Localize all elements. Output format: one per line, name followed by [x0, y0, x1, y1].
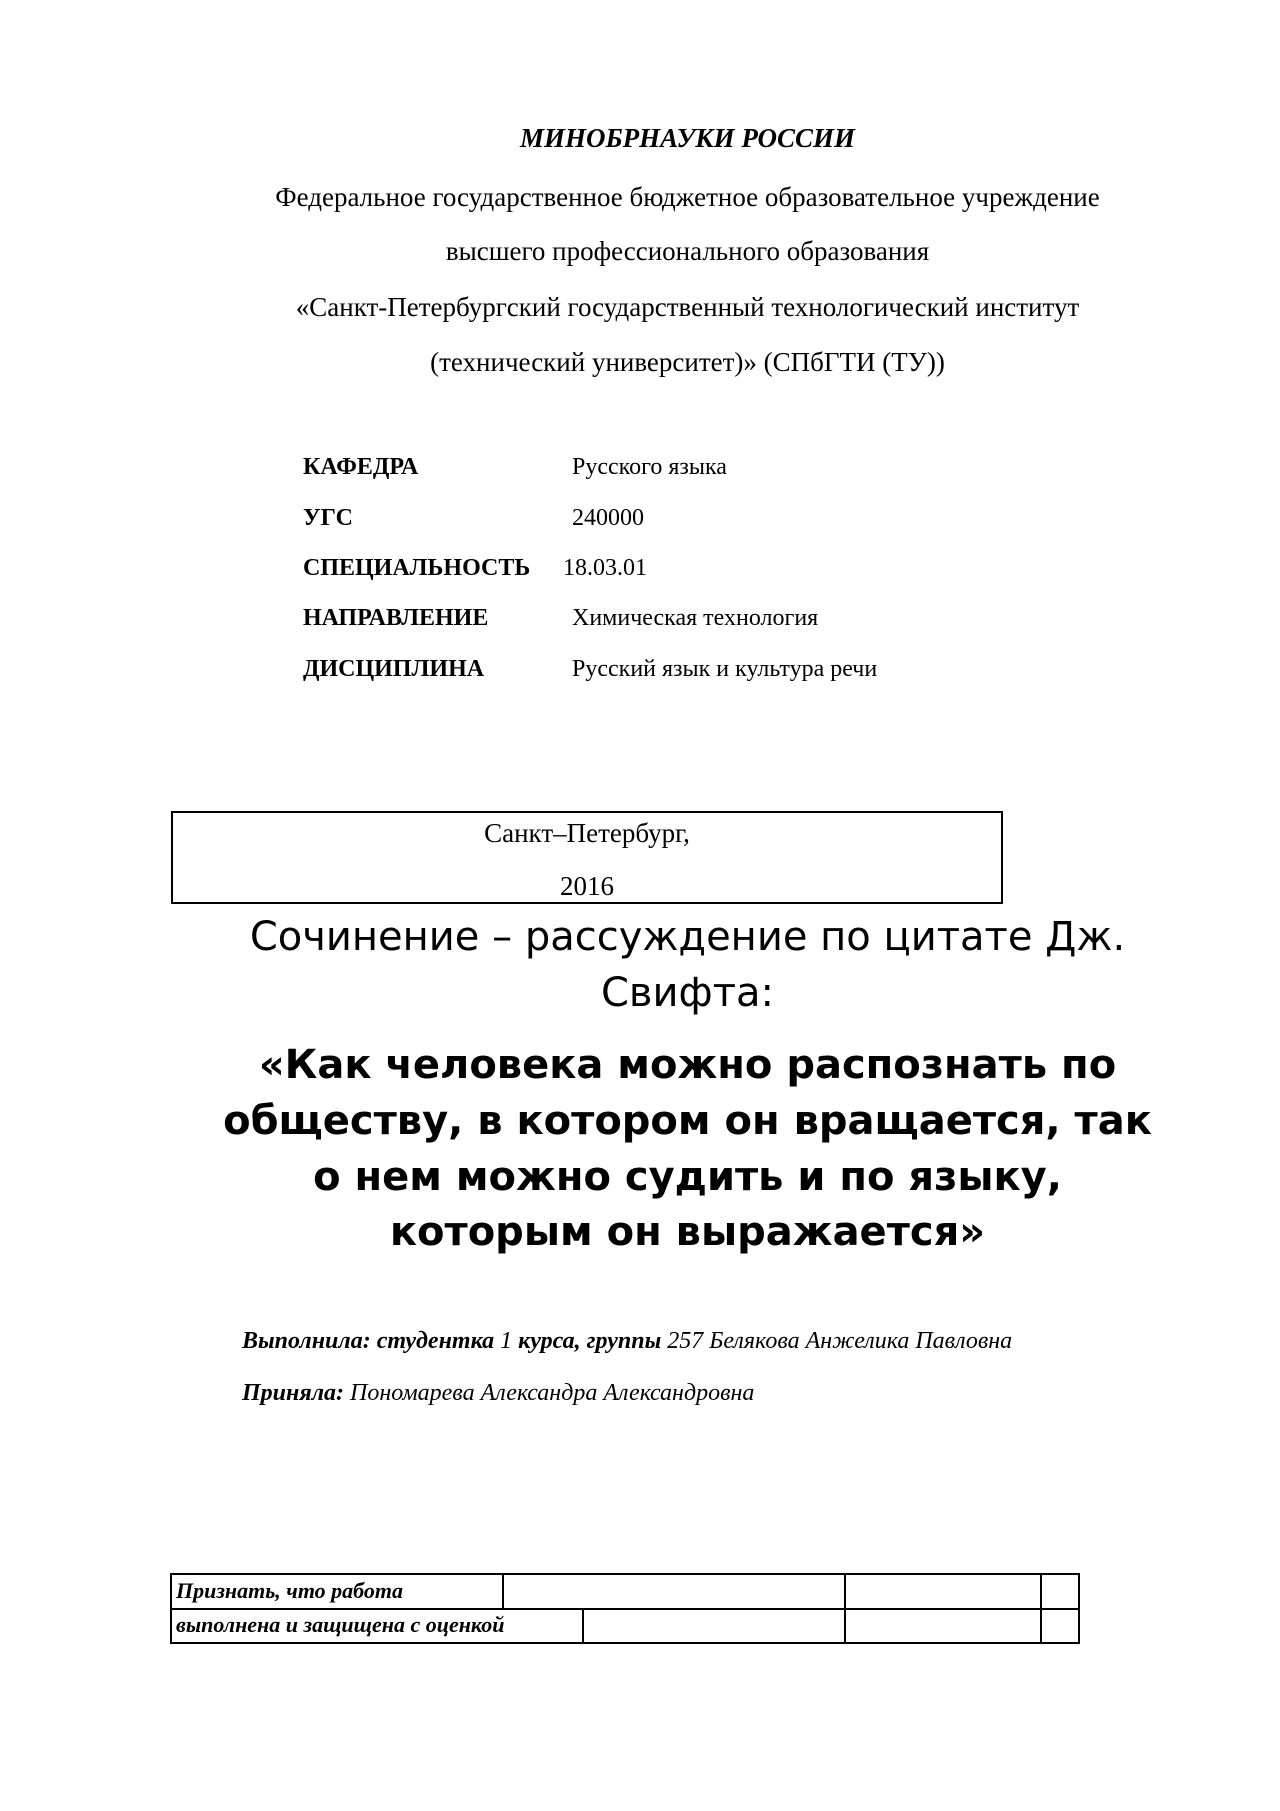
course-number: 1: [500, 1328, 513, 1354]
quote-line-3: о нем можно судить и по языку,: [313, 1154, 1062, 1200]
accepted-label: Приняла:: [242, 1380, 345, 1406]
course-label: курса, группы: [518, 1328, 662, 1354]
info-label-ugs: УГС: [303, 505, 353, 531]
grade-row2-label: выполнена и защищена с оценкой: [176, 1612, 505, 1637]
institution-line-3: «Санкт-Петербургский государственный технологический институт: [295, 292, 1080, 322]
info-value-specialty: 18.03.01: [563, 555, 647, 581]
quote-line-2: обществу, в котором он вращается, так: [223, 1098, 1152, 1144]
info-label-direction: НАПРАВЛЕНИЕ: [303, 605, 489, 631]
year-text: 2016: [560, 871, 614, 901]
grade-table-col-divider: [502, 1575, 504, 1608]
info-value-discipline: Русский язык и культура речи: [572, 656, 878, 682]
info-value-department: Русского языка: [572, 454, 727, 480]
grade-table: [170, 1573, 1080, 1644]
grade-table-col-divider: [1040, 1575, 1042, 1642]
institution-line-4: (технический университет)» (СПбГТИ (ТУ)): [430, 347, 945, 377]
group-and-name: 257 Белякова Анжелика Павловна: [667, 1328, 1013, 1354]
title-line-1: Сочинение – рассуждение по цитате Дж.: [249, 914, 1126, 960]
grade-table-col-divider: [844, 1575, 846, 1642]
institution-line-2: высшего профессионального образования: [445, 236, 930, 266]
grade-row1-label: Признать, что работа: [176, 1578, 403, 1603]
quote-line-4: которым он выражается»: [389, 1209, 986, 1255]
info-value-direction: Химическая технология: [572, 605, 819, 631]
institution-line-1: Федеральное государственное бюджетное образовательное учреждение: [275, 182, 1100, 212]
accepted-name: Пономарева Александра Александровна: [350, 1380, 755, 1406]
title-line-2: Свифта:: [601, 970, 774, 1016]
info-label-department: КАФЕДРА: [303, 454, 419, 480]
accepted-by-line: [242, 1378, 754, 1408]
city-year-box: [171, 811, 1003, 904]
performed-label: Выполнила: студентка: [242, 1328, 495, 1354]
city-text: Санкт–Петербург,: [484, 818, 690, 848]
info-label-discipline: ДИСЦИПЛИНА: [303, 656, 485, 682]
ministry-heading: МИНОБРНАУКИ РОССИИ: [520, 123, 855, 153]
info-label-specialty: СПЕЦИАЛЬНОСТЬ: [303, 555, 531, 581]
quote-line-1: «Как человека можно распознать по: [258, 1042, 1117, 1088]
grade-table-col-divider: [582, 1608, 584, 1642]
performed-by-line: [242, 1326, 1012, 1356]
info-value-ugs: 240000: [572, 505, 644, 531]
